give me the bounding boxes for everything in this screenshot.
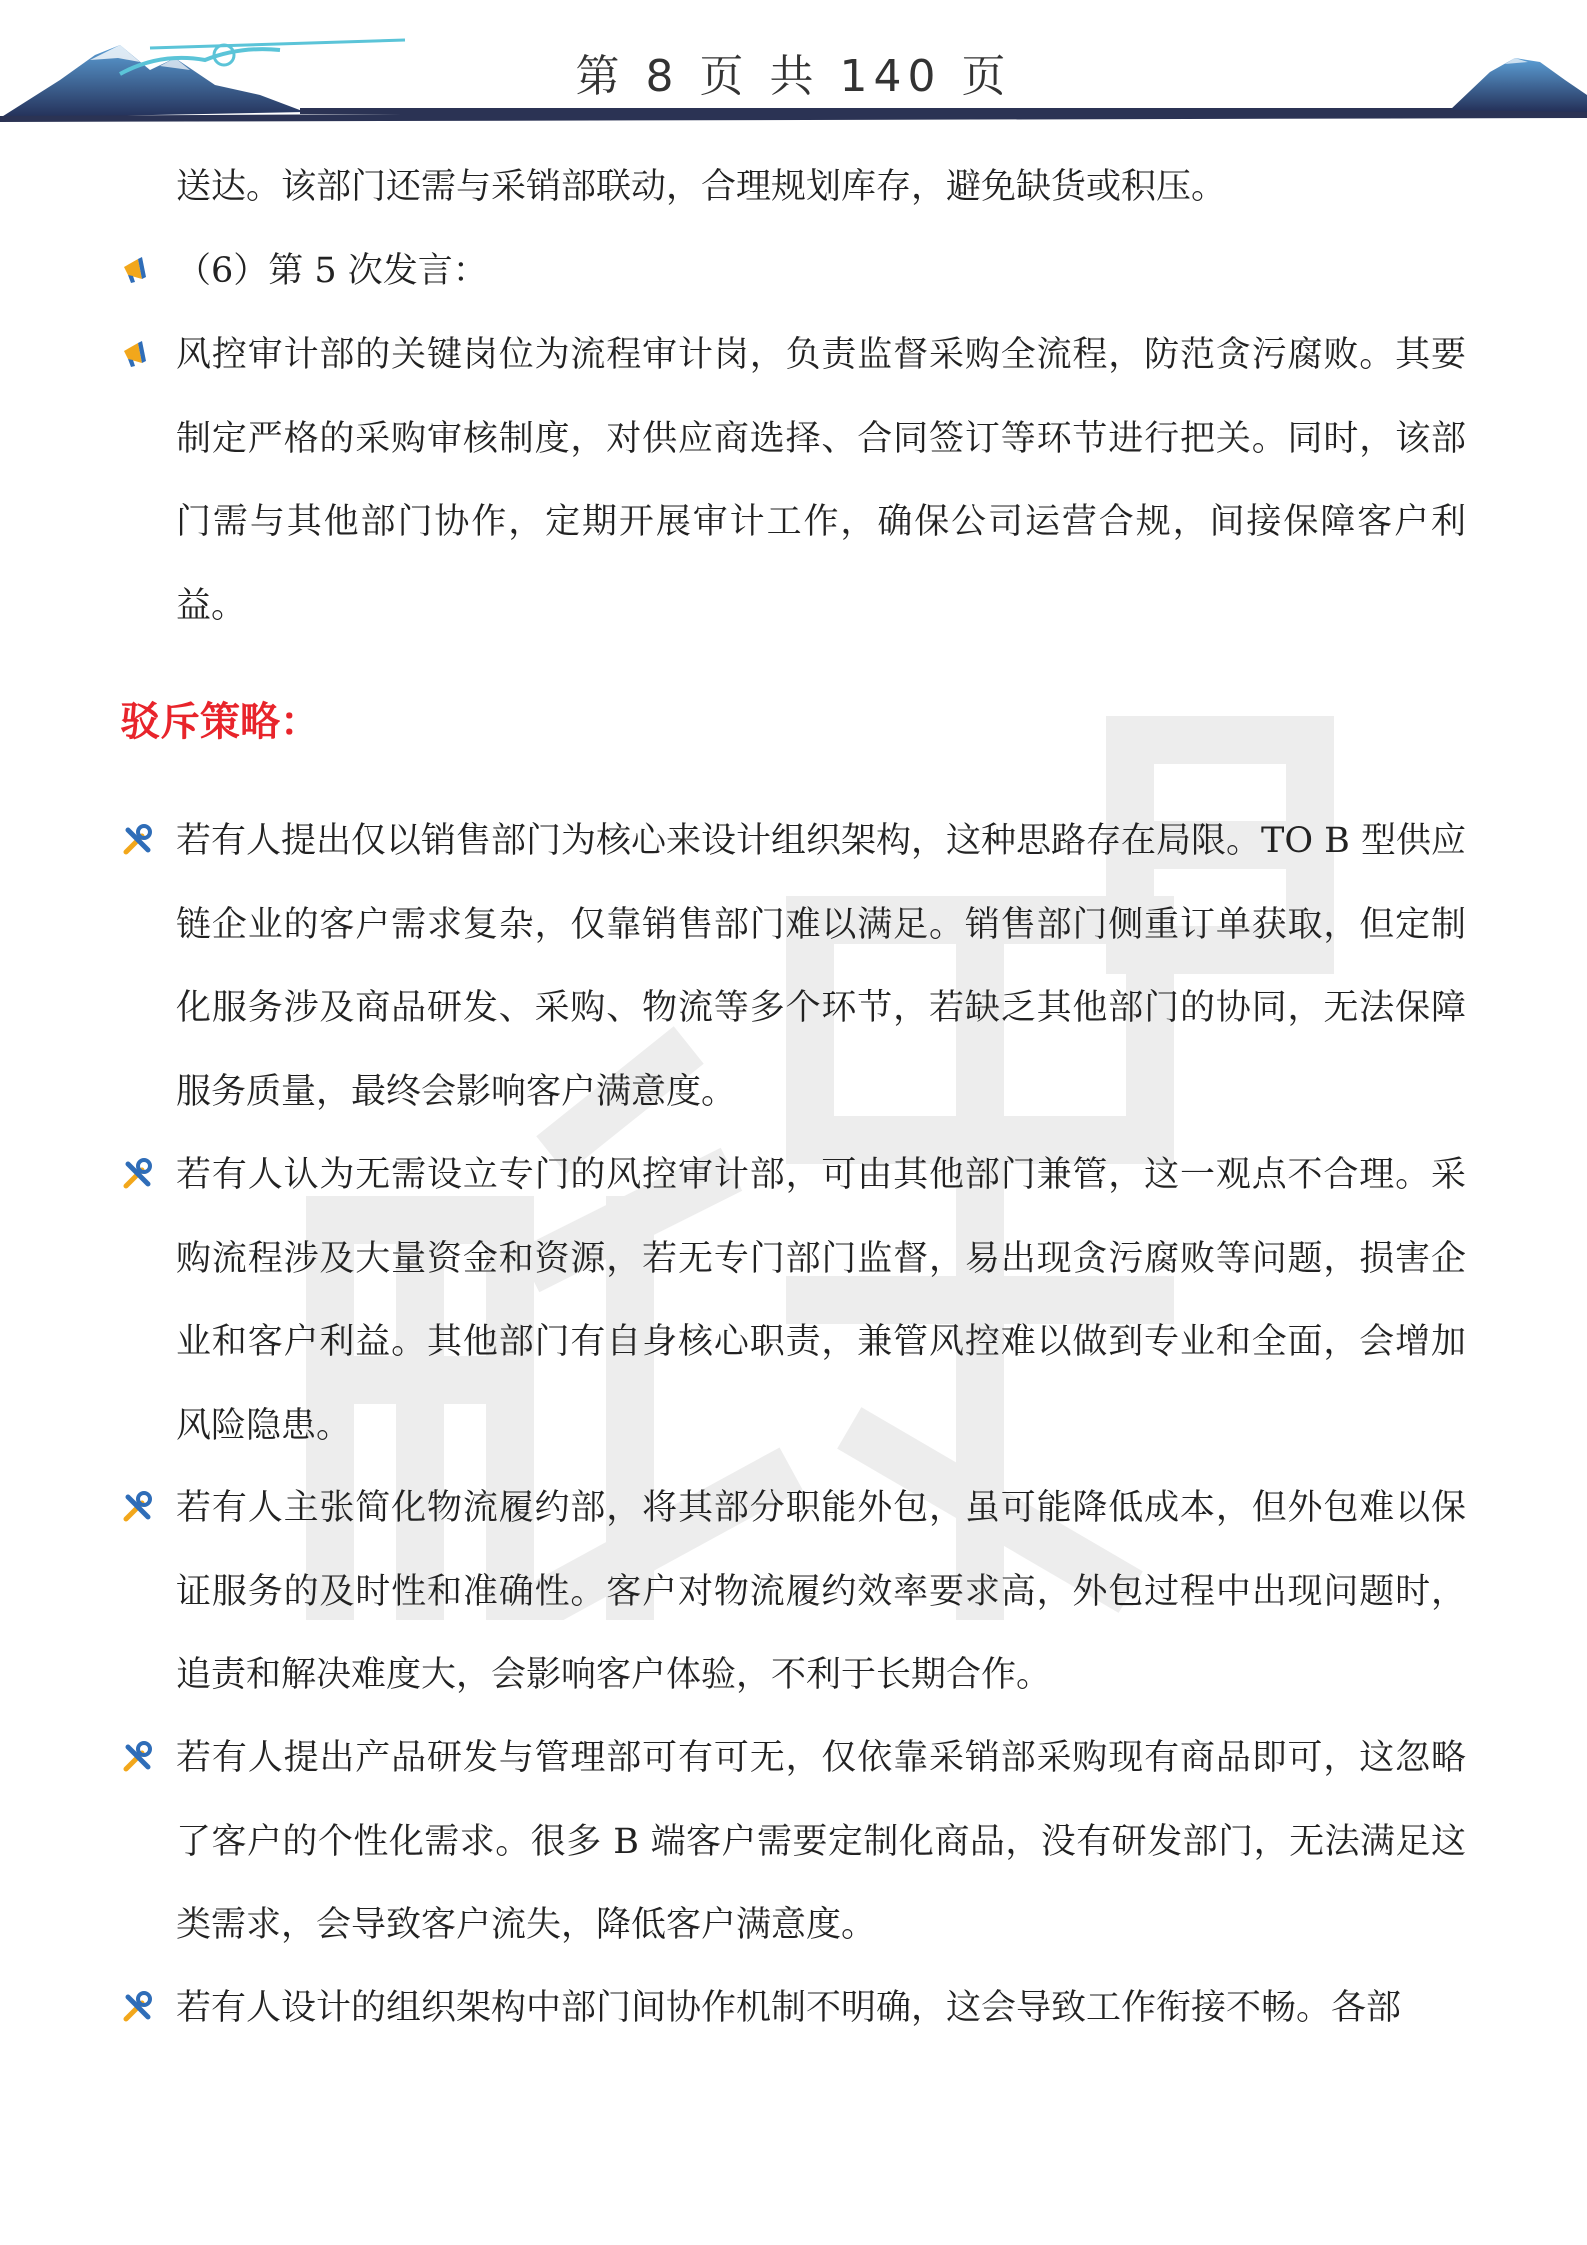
tools-icon xyxy=(120,822,156,858)
rebuttal-item: 若有人主张简化物流履约部，将其部分职能外包，虽可能降低成本，但外包难以保证服务的及时性和准确性。客户对物流履约效率要求高，外包过程中出现问题时，追责和解决难度大，会影响客户体验，不利于长期合作。 xyxy=(176,1488,1466,1695)
rebuttal-item: 若有人提出仅以销售部门为核心来设计组织架构，这种思路存在局限。TO B 型供应链企业的客户需求复杂，仅靠销售部门难以满足。销售部门侧重订单获取，但定制化服务涉及商品研发、采购、物流等多个环节，若缺乏其他部门的协同，无法保障服务质量，最终会影响客户满意度。 xyxy=(176,821,1467,1112)
page-number-label: 第 8 页 共 140 页 xyxy=(575,51,1012,102)
megaphone-icon xyxy=(120,253,156,289)
speech-heading: （6）第 5 次发言： xyxy=(176,251,488,291)
tools-icon xyxy=(120,1489,156,1525)
rebuttal-item: 若有人认为无需设立专门的风控审计部，可由其他部门兼管，这一观点不合理。采购流程涉及大量资金和资源，若无专门部门监督，易出现贪污腐败等问题，损害企业和客户利益。其他部门有自身核心职责，兼管风控难以做到专业和全面，会增加风险隐患。 xyxy=(176,1155,1466,1446)
page-header xyxy=(0,0,1587,130)
megaphone-icon xyxy=(120,337,156,373)
tools-icon xyxy=(120,1989,156,2025)
rebuttal-item: 若有人提出产品研发与管理部可有可无，仅依靠采销部采购现有商品即可，这忽略了客户的个性化需求。很多 B 端客户需要定制化商品，没有研发部门，无法满足这类需求，会导致客户流失，降低客户满意度。 xyxy=(176,1738,1466,1945)
rebuttal-section-title: 驳斥策略： xyxy=(120,698,320,745)
speech-body: 风控审计部的关键岗位为流程审计岗，负责监督采购全流程，防范贪污腐败。其要制定严格的采购审核制度，对供应商选择、合同签订等环节进行把关。同时，该部门需与其他部门协作，定期开展审计工作，确保公司运营合规，间接保障客户利益。 xyxy=(176,335,1466,626)
continuation-paragraph: 送达。该部门还需与采销部联动，合理规划库存，避免缺货或积压。 xyxy=(176,167,1227,207)
tools-icon xyxy=(120,1156,156,1192)
rebuttal-item: 若有人设计的组织架构中部门间协作机制不明确，这会导致工作衔接不畅。各部 xyxy=(176,1988,1402,2028)
tools-icon xyxy=(120,1739,156,1775)
